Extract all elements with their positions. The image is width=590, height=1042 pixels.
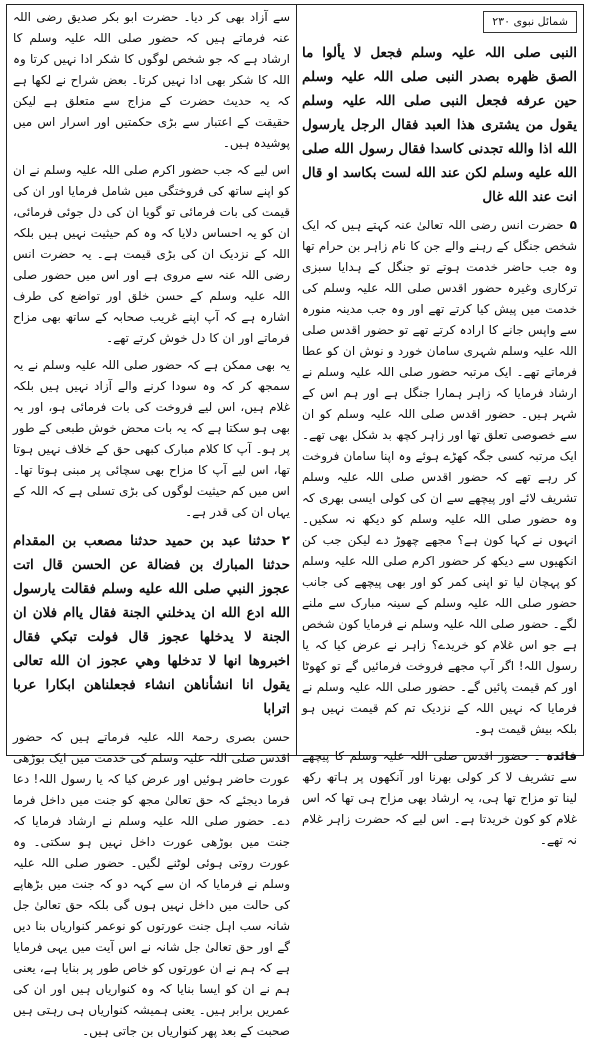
left-paragraph-4: حسن بصری رحمۃ اللہ علیہ فرماتے ہیں کہ حضور اقدس صلی اللہ علیہ وسلم کی خدمت میں ایک بوڑھی عورت حاضر ہوئیں اور عرض کیا کہ یا رسول اللہ! دعا فرما دیجئے کہ حق تعالیٰ مجھ کو جنت میں داخل فرما دے۔ حضور صلی اللہ علیہ وسلم نے ارشاد فرمایا کہ جنت میں بوڑھی عورت داخل نہیں ہو سکتی۔ وہ عورت روتی ہوئی لوٹنے لگیں۔ حضور صلی اللہ علیہ وسلم نے فرمایا کہ ان سے کہہ دو کہ جنت میں بڑھاپے کی حالت میں داخل نہیں ہوں گی بلکہ حق تعالیٰ جل شانہ سب اہل جنت عورتوں کو نوعمر کنواریاں بنا دیں گے اور حق تعالیٰ جل شانہ نے اس آیت میں یہی فرمایا ہے کہ ہم نے ان عورتوں کو خاص طور پر بنایا ہے، یعنی ہم نے ان کو ایسا بنایا کہ وہ کنواریاں ہیں اور ان کی عمریں برابر ہیں۔ یعنی ہمیشہ کنواریاں ہی رہتی ہیں صحبت کے بعد پھر کنواریاں بن جاتی ہیں۔ [13,730,290,1038]
hadith-translation-5 [302,215,577,740]
left-paragraph-2: اس لیے کہ جب حضور اکرم صلی اللہ علیہ وسلم نے ان کو اپنے ساتھ کی فروختگی میں شامل فرمایا اور ان کی قیمت کی بات فرمائی تو گویا ان کی دل جوئی فرمائی، ان کو یہ احساس دلایا کہ وہ کم حیثیت نہیں ہیں بلکہ اللہ کے نزدیک ان کی بڑی قیمت ہے۔ یہ حضرت انس رضی اللہ عنہ سے مروی ہے اور اس میں حضور صلی اللہ علیہ وسلم کے حسن خلق اور تواضع کی طرف اشارہ ہے کہ آپ اپنے غریب صحابہ کے ساتھ بھی مزاح فرماتے اور ان کا دل خوش کرتے تھے۔ [13,163,290,345]
section-heading: شمائل نبوی ۲۳۰ [483,11,577,33]
column-divider [296,5,297,755]
left-column [7,5,296,1038]
right-column [294,5,583,847]
arabic-hadith-6-text: حدثنا عبد بن حميد حدثنا مصعب بن المقدام حدثنا المبارك بن فضالة عن الحسن قال اتت عجوز النبي صلى الله عليه وسلم فقالت يارسول الله ادع الله ان يدخلني الجنة فقال ياام فلان ان الجنة لا يدخلها عجوز قال فولت تبكي فقال اخبروها انها لا تدخلها وهي عجوز ان الله تعالى يقول انا انشأناهن انشاء فجعلناهن ابكارا عربا اترابا [13,533,290,717]
arabic-hadith-6 [13,529,290,721]
section-heading-wrap [302,7,577,41]
hadith-number: ۵ [569,218,577,232]
benefit-note: فائدہ ۔ حضور اقدس صلی اللہ علیہ وسلم کا پیچھے سے تشریف لا کر کولی بھرنا اور آنکھوں پر ہاتھ رکھ لینا تو مزاح تھا ہی، یہ ارشاد بھی مزاح ہی تھا کہ اس غلام کو کون خریدتا ہے۔ اس لیے کہ حضرت زاہر غلام نہ تھے۔ [302,749,577,847]
arabic-hadith-text: النبی صلی اللہ علیہ وسلم فجعل لا یألوا ما الصق ظهره بصدر النبی صلی اللہ علیہ وسلم حین عرفه فجعل النبی صلی اللہ علیہ وسلم یقول من یشتری هذا العبد فقال الرجل یارسول الله اذا والله تجدنی کاسدا فقال رسول الله صلی الله علیه وسلم لکن عند الله لست بکاسد او قال انت عند الله غال [302,45,577,205]
benefit-label: فائدہ [546,749,577,763]
hadith-translation-text: حضرت انس رضی اللہ تعالیٰ عنہ کہتے ہیں کہ ایک شخص جنگل کے رہنے والے جن کا نام زاہر بن حرام تھا وہ جب حاضر خدمت ہوتے تو جنگل کے ہدایا سبزی ترکاری وغیرہ حضور اقدس صلی اللہ علیہ وسلم کی خدمت میں پیش کیا کرتے تھے اور وہ جب مدینہ منورہ سے واپس جانے کا ارادہ کرتے تھے تو حضور اقدس صلی اللہ علیہ وسلم شہری سامان خورد و نوش ان کو عطا فرماتے تھے۔ ایک مرتبہ حضور صلی اللہ علیہ وسلم نے ارشاد فرمایا کہ زاہر ہمارا جنگل ہے اور ہم اس کے شہر ہیں۔ حضور اقدس صلی اللہ علیہ وسلم کو ان سے خصوصی تعلق تھا اور زاہر کچھ بد شکل بھی تھے۔ ایک مرتبہ کسی جگہ کھڑے ہوئے وہ اپنا سامان فروخت کر رہے تھے کہ حضور اقدس صلی اللہ علیہ وسلم تشریف لائے اور پیچھے سے ان کی کولی ایسی بھری کہ وہ حضور صلی اللہ علیہ وسلم کو دیکھ نہ سکیں۔ انہوں نے کہا کون ہے؟ مجھے چھوڑ دے لیکن جب کن انکھیوں سے دیکھ کر حضور اکرم صلی اللہ علیہ وسلم کو پہچان لیا تو اپنی کمر کو اور بھی پیچھے کی جانب حضور صلی اللہ علیہ وسلم کے سینہ مبارک سے ملنے لگے۔ حضور صلی اللہ علیہ وسلم نے فرمایا کون شخص ہے جو اس غلام کو خریدے؟ زاہر نے عرض کیا کہ یا رسول اللہ! اگر آپ مجھے فروخت فرمائیں گے تو کھوٹا اور کم قیمت پائیں گے۔ حضور صلی اللہ علیہ وسلم نے فرمایا کہ نہیں اللہ کے نزدیک تم کم قیمت نہیں ہو بلکہ بیش قیمت ہو۔ [302,218,577,736]
left-paragraph-1: سے آزاد بھی کر دیا۔ حضرت ابو بکر صدیق رضی اللہ عنہ فرماتے ہیں کہ حضور صلی اللہ علیہ وسلم کا ارشاد ہے کہ جو شخص لوگوں کا شکر ادا نہیں کرتا وہ اللہ کا شکر بھی ادا نہیں کرتا۔ بعض شراح نے لکھا ہے کہ یہ حدیث حضرت کے مزاج سے متعلق ہے لیکن حقیقت کے اعتبار سے بڑی حکمتیں اور اسرار اس میں پوشیدہ ہیں۔ [13,10,290,150]
benefit-text: حضور اقدس صلی اللہ علیہ وسلم کا پیچھے سے تشریف لا کر کولی بھرنا اور آنکھوں پر ہاتھ رکھ لینا تو مزاح تھا ہی، یہ ارشاد بھی مزاح ہی تھا کہ اس غلام کو کون خریدتا ہے۔ اس لیے کہ حضرت زاہر غلام نہ تھے۔ [302,749,577,847]
left-paragraph-3: یہ بھی ممکن ہے کہ حضور صلی اللہ علیہ وسلم نے یہ سمجھ کر کہ وہ سودا کرنے والے آزاد نہیں ہیں بلکہ غلام ہیں، اس لیے فروخت کی بات فرمائی ہو، اور یہ بھی ہو سکتا ہے کہ یہ بات محض خوش طبعی کے طور پر ہو۔ آپ کا کلام مبارک کبھی حق کے خلاف نہیں ہوتا تھا، اس لیے آپ کا مزاح بھی سچائی پر مبنی ہوتا تھا۔ اس میں کم حیثیت لوگوں کی بڑی تسلی ہے کہ اللہ کے یہاں ان کی قدر ہے۔ [13,358,290,519]
hadith-number-6: ۲ [281,533,290,549]
page-frame [6,4,584,1038]
